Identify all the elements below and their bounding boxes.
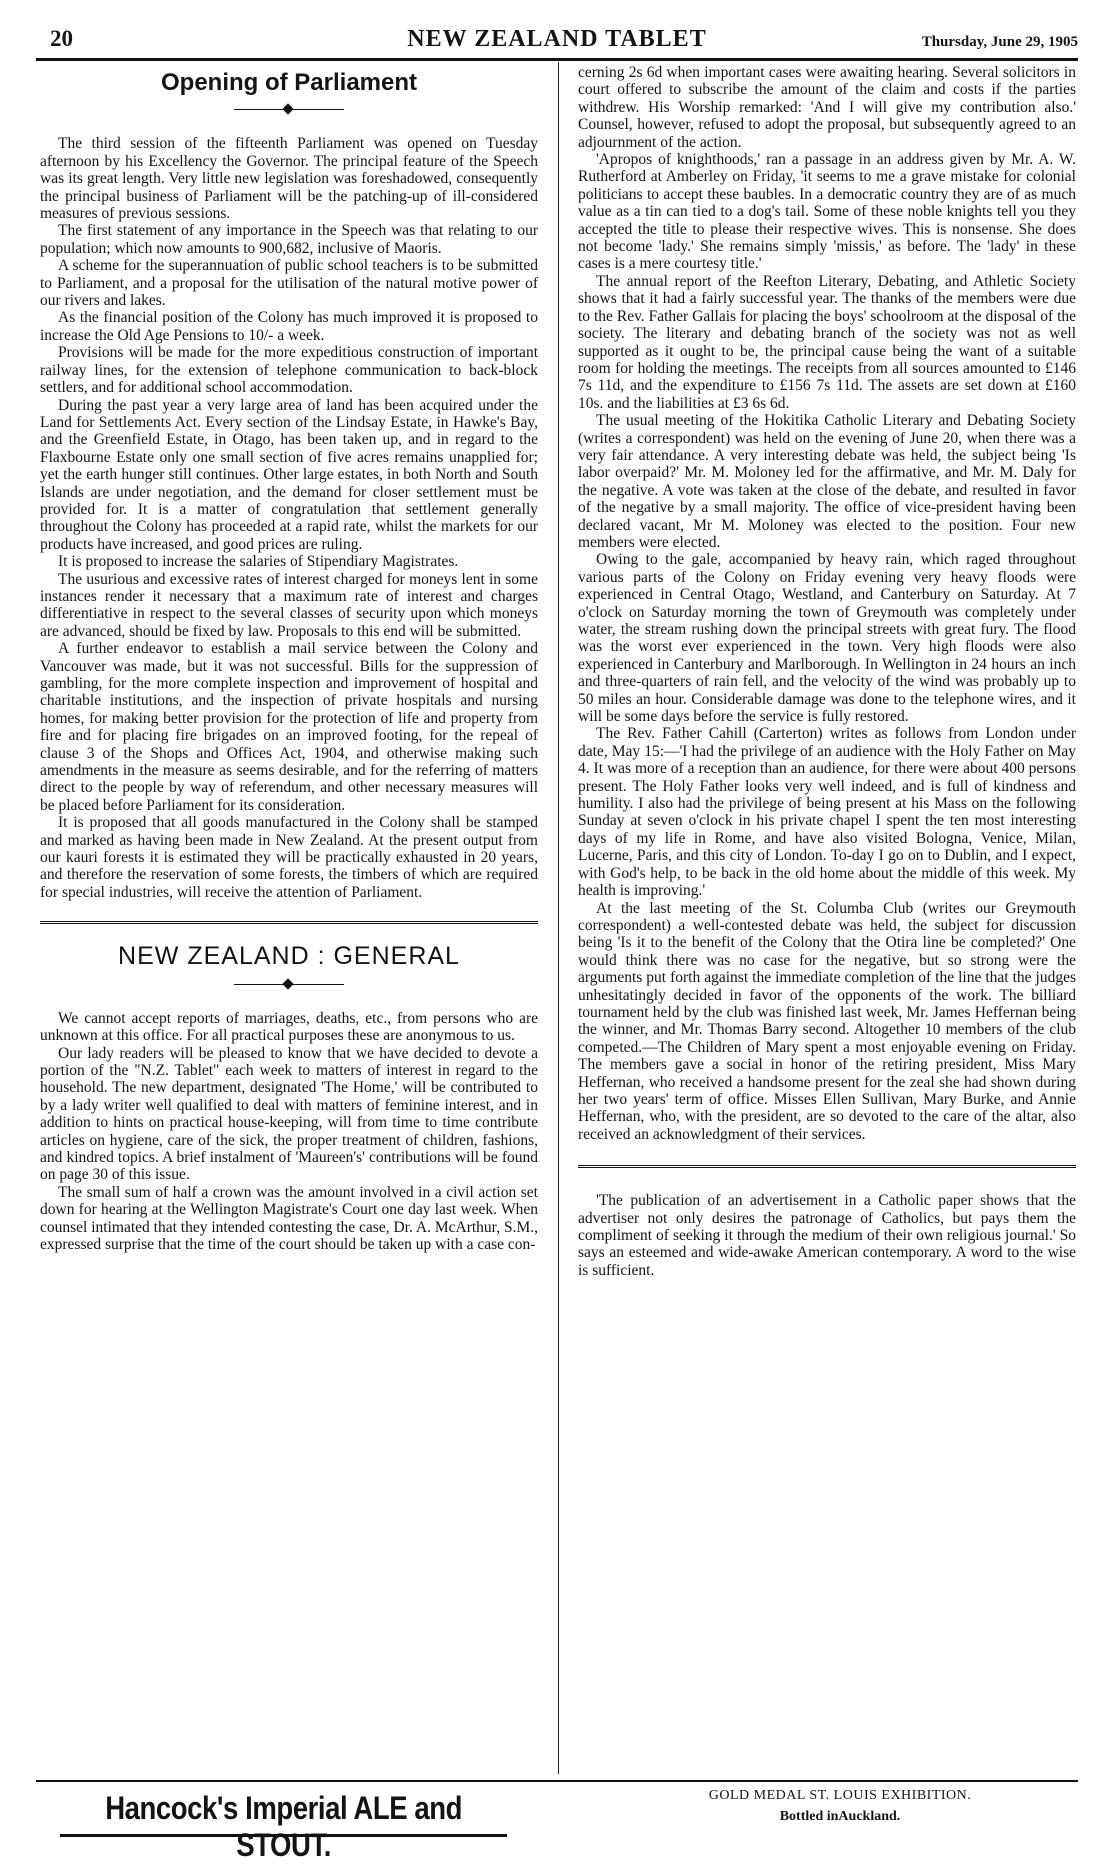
article-paragraph: A further endeavor to establish a mail service between the Colony and Vancouver was made, but it was not successful. Bills for the suppression of gambling, for the more complete inspection and improvement of hospital and charitable institutions, and the inspection of private hospitals and nursing homes, for making better provision for the protection of life and property from fire and for placing fire brigades on an improved footing, for the repeal of clause 3 of the Shops and Offices Act, 1904, and otherwise making such amendments in the measure as seems desirable, and for the referring of matters direct to the people by way of referendum, and other necessary measures will be placed before Parliament for its consideration. [40,640,538,814]
article-paragraph: The annual report of the Reefton Literary, Debating, and Athletic Society shows that it had a fairly successful year. The thanks of the members were due to the Rev. Father Gallais for placing the boys' schoolroom at the disposal of the society. The literary and debating branch of the society was not as well supported as it ought to be, the principal cause being the want of a suitable room for holding the meetings. The receipts from all sources amounted to £146 7s 11d, and the expenditure to £156 7s 11d. The assets are set down at £160 10s. and the liabilities at £3 6s 6d. [578,272,1076,412]
ad-bottled-line: Bottled inAuckland. [779,1809,901,1824]
article-paragraph: The usurious and excessive rates of interest charged for moneys lent in some instances render it necessary that a maximum rate of interest and charges differentiative in respect to the several classes of security upon which moneys are advanced, should be fixed by law. Proposals to this end will be submitted. [40,570,538,640]
left-column [40,64,538,1253]
article-paragraph: It is proposed to increase the salaries of Stipendiary Magistrates. [58,553,459,571]
article-paragraph: 'Apropos of knighthoods,' ran a passage in an address given by Mr. A. W. Rutherford at Amberley on Friday, 'it seems to me a grave mistake for colonial politicians to accept these baubles. In a democratic country they are of as much value as a tin can tied to a dog's tail. Some of these noble knights tell you they accepted the title to please their respective wives. This is nonsense. She does not become 'lady.' She remains simply 'missis,' as before. The 'lady' in these cases is a mere courtesy title.' [578,151,1076,273]
ad-gold-medal-line: GOLD MEDAL ST. LOUIS EXHIBITION. [708,1788,972,1803]
column-divider [558,62,559,1774]
masthead-rule [36,58,1078,61]
masthead [36,26,1078,56]
article-paragraph: Owing to the gale, accompanied by heavy rain, which raged throughout various parts of the Colony on Friday evening very heavy floods were experienced in Central Otago, Westland, and Canterbury on Saturday. At 7 o'clock on Saturday morning the town of Greymouth was completely under water, the stream rushing down the principal streets with great fury. The flood was the worst ever experienced in the town. Very high floods were also experienced in Canterbury and Marlborough. In Wellington in 24 hours an inch and three-quarters of rain fell, and the velocity of the wind was probably up to 50 miles an hour. Considerable damage was done to the telephone wires, and it will be some days before the service is fully restored. [578,551,1076,726]
article-paragraph: As the financial position of the Colony has much improved it is proposed to increase the Old Age Pensions to 10/- a week. [40,309,538,344]
advertisement-hancocks-ale: Hancock's Imperial ALE and STOUT. [105,1790,462,1863]
headline-opening-of-parliament: Opening of Parliament [160,69,418,96]
right-column [578,64,1076,1279]
section-separator [578,1165,1076,1170]
article-paragraph: cerning 2s 6d when important cases were awaiting hearing. Several solicitors in court offered to subscribe the amount of the claim and costs if the parties withdrew. His Worship remarked: 'And I will give my contribution also.' Counsel, however, refused to adopt the proposal, but subsequently agreed to an adjournment of the action. [578,64,1076,151]
article-paragraph: We cannot accept reports of marriages, deaths, etc., from persons who are unknown at this office. For all practical purposes these are anonymous to us. [40,1009,538,1045]
article-paragraph: At the last meeting of the St. Columba Club (writes our Greymouth correspondent) a well-contested debate was held, the subject for discussion being 'Is it to the benefit of the Colony that the Otira line be completed?' One would think there was no case for the negative, but so strong were the arguments put forth against the immediate completion of the line that the judges unhesitatingly decided in favor of the opponents of the work. The billiard tournament held by the club was finished last week, Mr. James Heffernan being the winner, and Mr. Thomas Barry second. Altogether 10 members of the club competed.—The Children of Mary spent a most enjoyable evening on Friday. The members gave a social in honor of the retiring president, Miss Mary Heffernan, who received a handsome present for the zeal she had shown during her two years' term of office. Misses Ellen Sullivan, Mary Burke, and Annie Heffernan, who, with the president, are so devoted to the care of the altar, also received an acknowledgment of their services. [578,899,1076,1143]
page-number: 20 [50,26,73,51]
footer-rule [36,1780,1078,1782]
article-paragraph: The Rev. Father Cahill (Carterton) writes as follows from London under date, May 15:—'I had the privilege of an audience with the Holy Father on May 4. It was more of a reception than an audience, for there were about 400 persons present. The Holy Father looks very well indeed, and is full of kindness and humility. I also had the privilege of being present at his Mass on the following Sunday at seven o'clock in his private chapel I spent the ten most interesting days of my life in Rome, and have also visited Bologna, Venice, Milan, Lucerne, Paris, and this city of London. To-day I go on to Dublin, and I expect, with God's help, to be back in the old home about the middle of this week. My health is improving.' [578,725,1076,900]
article-paragraph: The third session of the fifteenth Parliament was opened on Tuesday afternoon by his Excellency the Governor. The principal feature of the Speech was its great length. Very little new legislation was foreshadowed, consequently the principal business of Parliament will be the patching-up of ill-considered measures of previous sessions. [40,135,538,223]
article-paragraph: Our lady readers will be pleased to know that we have decided to devote a portion of the "N.Z. Tablet" each week to matters of interest in regard to the household. The new department, designated 'The Home,' will be contributed to by a lady writer well qualified to deal with matters of feminine interest, and in addition to hints on practical house-keeping, will from time to time contribute articles on hygiene, care of the sick, the proper treatment of children, fashions, and kindred topics. A brief instalment of 'Maureen's' contributions will be found on page 30 of this issue. [40,1044,538,1184]
article-paragraph: The first statement of any importance in the Speech was that relating to our population; which now amounts to 900,682, inclusive of Maoris. [40,222,538,257]
article-paragraph: The usual meeting of the Hokitika Catholic Literary and Debating Society (writes a correspondent) was held on the evening of June 20, when there was a very fair attendance. A very interesting debate was held, the subject being 'Is labor overpaid?' Mr. M. Moloney led for the affirmative, and Mr. M. Daly for the negative. A vote was taken at the close of the debate, and resulted in favor of the negative by a small majority. The office of vice-president having been declared vacant, Mr M. Moloney was elected to the position. Four new members were elected. [578,412,1076,551]
advertisement-gold-medal [650,1788,1030,1825]
section-separator [40,921,538,926]
article-paragraph: During the past year a very large area of land has been acquired under the Land for Settlements Act. Every section of the Lindsay Estate, in Hawke's Bay, and the Greenfield Estate, in Otago, has been taken up, and in regard to the Flaxbourne Estate only one small section of five acres remains unapplied for; yet the earth hunger still continues. Other large estates, in both North and South Islands are under negotiation, and the demand for closer settlement must be provided for. It is a matter of congratulation that settlement generally throughout the Colony has proceeded at a rapid rate, whilst the markets for our products have increased, and good prices are ruling. [40,396,538,553]
diamond-icon [282,104,293,115]
ornament-divider [234,103,344,117]
article-paragraph: The small sum of half a crown was the amount involved in a civil action set down for hearing at the Wellington Magistrate's Court one day last week. When counsel intimated that they intended contesting the case, Dr. A. McArthur, S.M., expressed surprise that the time of the court should be taken up with a case con- [40,1183,538,1253]
advertisement-underline [60,1834,507,1837]
closing-paragraph: 'The publication of an advertisement in a Catholic paper shows that the advertiser not only desires the patronage of Catholics, but pays them the compliment of seeking it through the medium of their own religious journal.' So says an esteemed and wide-awake American contemporary. A word to the wise is sufficient. [578,1192,1076,1279]
newspaper-title: NEW ZEALAND TABLET [407,26,707,52]
article-paragraph: A scheme for the superannuation of public school teachers is to be submitted to Parliament, and a proposal for the utilisation of the natural motive power of our rivers and lakes. [40,257,538,310]
diamond-icon [282,978,293,989]
article-paragraph: Provisions will be made for the more expeditious construction of important railway lines, for the extension of telephone communication to back-block settlers, and for additional school accommodation. [40,344,538,397]
ornament-divider [234,978,344,992]
issue-date: Thursday, June 29, 1905 [921,34,1078,50]
article-paragraph: It is proposed that all goods manufactured in the Colony shall be stamped and marked as having been made in New Zealand. At the present output from our kauri forests it is estimated they will be practically exhausted in 20 years, and therefore the reservation of some forests, the timbers of which are required for special industries, will receive the attention of Parliament. [40,814,538,901]
headline-new-zealand-general: NEW ZEALAND : GENERAL [118,942,460,971]
